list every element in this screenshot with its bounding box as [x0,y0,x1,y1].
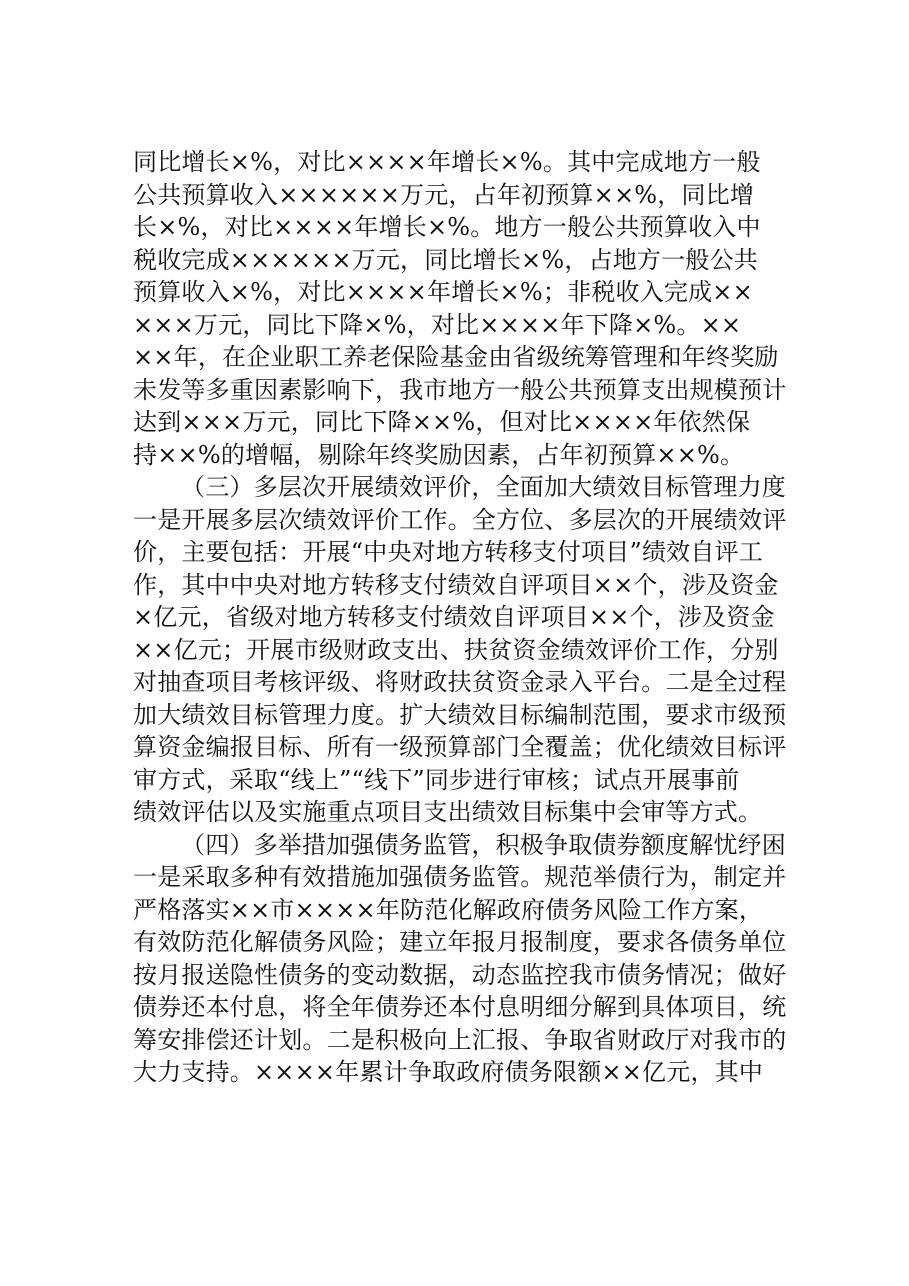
section-heading: （四）多举措加强债务监管，积极争取债券额度解忧纾困 [181,830,786,859]
text-line: 有效防范化解债务风险；建立年报月报制度，要求各债务单位 [133,928,787,956]
text-line: 绩效评估以及实施重点项目支出绩效目标集中会审等方式。 [133,798,763,826]
text-line: 按月报送隐性债务的变动数据，动态监控我市债务情况；做好 [133,960,787,989]
text-line: 未发等多重因素影响下，我市地方一般公共预算支出规模预计 [133,375,787,404]
text-line: 税收完成××××××万元，同比增长×%，占地方一般公共 [133,245,758,274]
text-line: ××亿元；开展市级财政支出、扶贫资金绩效评价工作，分别 [133,635,779,664]
text-line: 达到×××万元，同比下降××%，但对比××××年依然保 [133,408,751,436]
text-line: 严格落实××市××××年防范化解政府债务风险工作方案， [133,895,764,924]
text-line: 对抽查项目考核评级、将财政扶贫资金录入平台。二是全过程 [133,668,787,696]
text-line: ××年，在企业职工养老保险基金由省级统筹管理和年终奖励 [133,343,779,371]
text-line: 持××%的增幅，剔除年终奖励因素，占年初预算××%。 [133,440,745,469]
section-heading: （三）多层次开展绩效评价，全面加大绩效目标管理力度 [181,473,786,501]
text-line: 一是开展多层次绩效评价工作。全方位、多层次的开展绩效评 [133,505,787,534]
text-line: 加大绩效目标管理力度。扩大绩效目标编制范围，要求市级预 [133,700,787,729]
text-line: 预算收入×%，对比××××年增长×%；非税收入完成×× [133,278,753,306]
text-line: 大力支持。××××年累计争取政府债务限额××亿元，其中 [133,1058,764,1086]
text-line: 同比增长×%，对比××××年增长×%。其中完成地方一般 [133,148,761,176]
text-line: 作，其中中央对地方转移支付绩效自评项目××个，涉及资金 [133,570,779,599]
text-line: 一是采取多种有效措施加强债务监管。规范举债行为，制定并 [133,863,787,891]
text-line: 长×%，对比××××年增长×%。地方一般公共预算收入中 [133,213,761,241]
text-line: 审方式，采取“线上”“线下”同步进行审核；试点开展事前 [133,765,740,794]
text-line: ×亿元，省级对地方转移支付绩效自评项目××个，涉及资金 [133,603,775,631]
text-line: ×××万元，同比下降×%，对比××××年下降×%。×× [133,310,742,339]
body-text [133,146,793,1089]
text-line: 债券还本付息，将全年债券还本付息明细分解到具体项目，统 [133,993,787,1021]
text-line: 公共预算收入××××××万元，占年初预算××%，同比增 [133,180,755,209]
text-line: 筹安排偿还计划。二是积极向上汇报、争取省财政厅对我市的 [133,1025,787,1054]
text-line: 算资金编报目标、所有一级预算部门全覆盖；优化绩效目标评 [133,733,787,761]
text-line: 价，主要包括：开展“中央对地方转移支付项目”绩效自评工 [133,538,763,566]
